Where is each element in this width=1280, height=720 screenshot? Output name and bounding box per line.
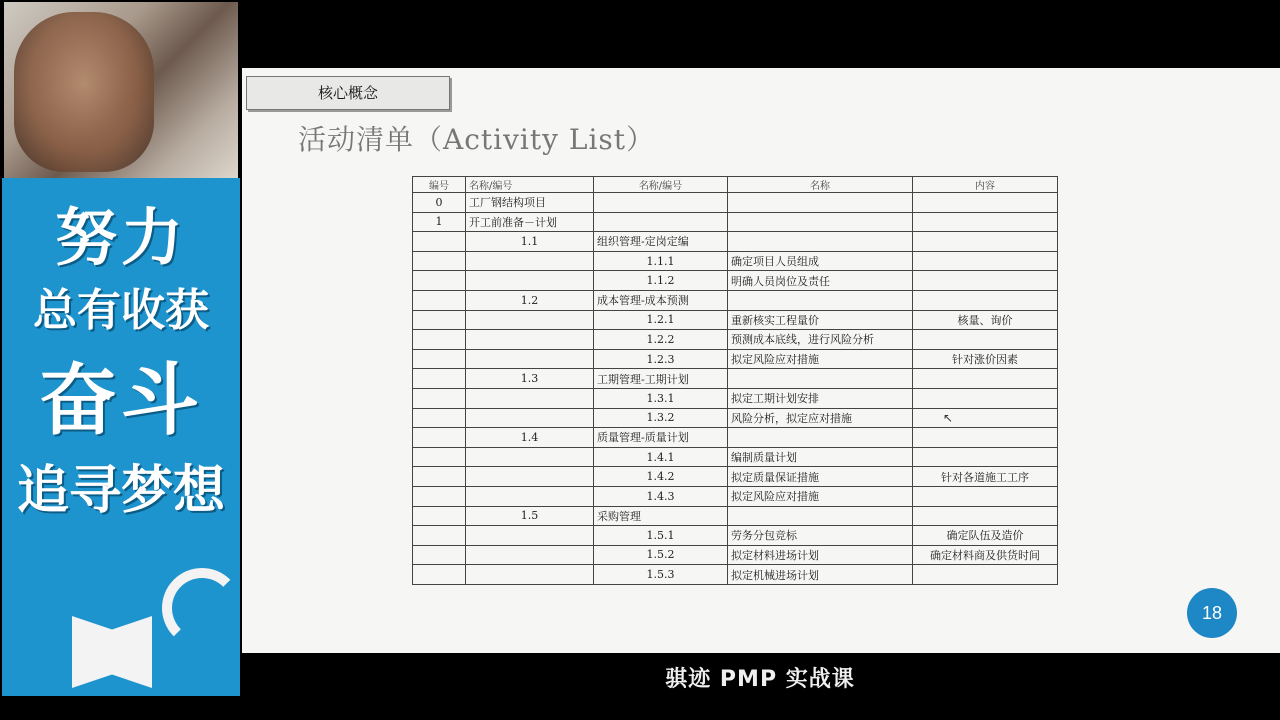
table-cell: 针对涨价因素 xyxy=(913,349,1058,369)
table-cell: 拟定风险应对措施 xyxy=(728,486,913,506)
table-cell: 确定队伍及造价 xyxy=(913,526,1058,546)
table-cell: 拟定机械进场计划 xyxy=(728,565,913,585)
table-cell: 针对各道施工工序 xyxy=(913,467,1058,487)
table-cell: 0 xyxy=(413,193,466,213)
header-cell: 名称 xyxy=(728,177,913,193)
header-cell: 名称/编号 xyxy=(466,177,594,193)
table-cell: 1.3.1 xyxy=(594,388,728,408)
table-cell: 劳务分包竞标 xyxy=(728,526,913,546)
table-cell: 组织管理-定岗定编 xyxy=(594,232,728,252)
table-cell: 明确人员岗位及责任 xyxy=(728,271,913,291)
table-cell: 核量、询价 xyxy=(913,310,1058,330)
table-cell: 1.3.2 xyxy=(594,408,728,428)
table-cell: 1.4.1 xyxy=(594,447,728,467)
table-cell: 1.2.2 xyxy=(594,330,728,350)
table-cell: 拟定材料进场计划 xyxy=(728,545,913,565)
table-cell: 风险分析，拟定应对措施 xyxy=(728,408,913,428)
table-cell: 1.1.2 xyxy=(594,271,728,291)
table-cell: 确定材料商及供货时间 xyxy=(913,545,1058,565)
table-cell: 1.4 xyxy=(466,428,594,448)
table-cell: 1.1.1 xyxy=(594,251,728,271)
table-cell: 1.3 xyxy=(466,369,594,389)
banner-line4: 追寻梦想 xyxy=(16,461,225,521)
table-cell: 1.5.3 xyxy=(594,565,728,585)
table-cell: 质量管理-质量计划 xyxy=(594,428,728,448)
banner-line1: 努力 xyxy=(54,201,187,274)
banner-line3: 奋斗 xyxy=(38,356,203,446)
table-cell: 1.2 xyxy=(466,290,594,310)
table-cell: 1.5 xyxy=(466,506,594,526)
table-cell: 1.2.1 xyxy=(594,310,728,330)
table-cell: 1.4.2 xyxy=(594,467,728,487)
header-cell: 编号 xyxy=(413,177,466,193)
table-cell: 拟定工期计划安排 xyxy=(728,388,913,408)
table-cell: 预测成本底线，进行风险分析 xyxy=(728,330,913,350)
table-cell: 工期管理-工期计划 xyxy=(594,369,728,389)
table-cell: 编制质量计划 xyxy=(728,447,913,467)
mouse-cursor-icon: ↖ xyxy=(943,411,954,425)
table-cell: 确定项目人员组成 xyxy=(728,251,913,271)
table-cell: 拟定质量保证措施 xyxy=(728,467,913,487)
header-cell: 内容 xyxy=(913,177,1058,193)
table-cell: 1 xyxy=(413,212,466,232)
table-cell: 1.1 xyxy=(466,232,594,252)
slide-title: 活动清单（Activity List） xyxy=(298,123,656,156)
subtitle: 骐迹 PMP 实战课 xyxy=(665,667,855,692)
table-cell: 开工前准备－计划 xyxy=(466,212,594,232)
header-cell: 名称/编号 xyxy=(594,177,728,193)
slide-tag: 核心概念 xyxy=(246,76,450,110)
table-cell: 成本管理-成本预测 xyxy=(594,290,728,310)
table-cell: 1.5.1 xyxy=(594,526,728,546)
page-number: 18 xyxy=(1187,588,1237,638)
table-cell: 采购管理 xyxy=(594,506,728,526)
table-cell: 重新核实工程量价 xyxy=(728,310,913,330)
table-cell: 1.2.3 xyxy=(594,349,728,369)
banner-line2: 总有收获 xyxy=(33,285,209,336)
table-cell: 工厂钢结构项目 xyxy=(466,193,594,213)
table-cell: 1.4.3 xyxy=(594,486,728,506)
table-cell: 1.5.2 xyxy=(594,545,728,565)
table-cell: 拟定风险应对措施 xyxy=(728,349,913,369)
